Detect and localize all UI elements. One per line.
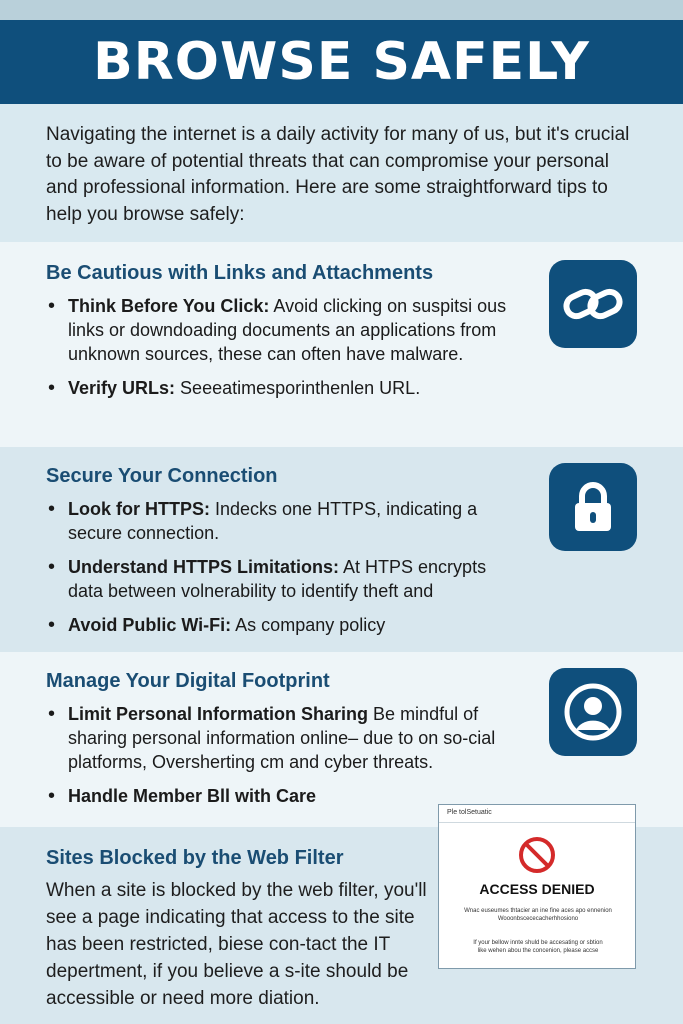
tip-label: Handle Member Bll with Care: [68, 786, 317, 806]
tip-text: At HTPS encrypts data between volnerability to identify theft and: [68, 557, 487, 601]
section-title: Be Cautious with Links and Attachments: [46, 262, 434, 284]
section-title: Secure Your Connection: [46, 465, 278, 487]
intro-text: Navigating the internet is a daily activity for many of us, but it's crucial to be aware of potential threats that can compromise your personal and professional information. Here are some straightforward tips to help you browse safely:: [0, 104, 683, 242]
section-title: Sites Blocked by the Web Filter: [46, 847, 344, 869]
tip-label: Limit Personal Information Sharing: [68, 704, 369, 724]
preview-title-bar: Ple tolSetuatic: [439, 805, 635, 823]
access-denied-preview: [438, 804, 636, 969]
tip-label: Understand HTTPS Limitations:: [68, 557, 340, 577]
top-strip: [0, 0, 683, 20]
user-icon: [549, 668, 637, 756]
tip-label: Think Before You Click:: [68, 296, 270, 316]
tip-text: Avoid clicking on suspitsi ous links or downdoading documents an applications from unknown sources, these can often have malware.: [68, 296, 507, 364]
section-secure-connection: [0, 447, 683, 652]
tip-text: As company policy: [231, 615, 386, 635]
tip-text: Be mindful of sharing personal information online– due to on so-cial platforms, Oversherting cm and cyber threats.: [68, 704, 496, 772]
tip-label: Verify URLs:: [68, 378, 176, 398]
tips-list: [46, 294, 526, 410]
list-item: [46, 702, 526, 774]
list-item: [46, 376, 526, 400]
list-item: [46, 613, 526, 637]
tip-label: Look for HTTPS:: [68, 499, 210, 519]
web-filter-text: When a site is blocked by the web filter, you'll see a page indicating that access to the site has been restricted, biese con-tact the IT depertment, if you believe a s-ite should be accessible or need more diation.: [46, 880, 427, 1009]
preview-text-line: Wooonbscececacherhhosiono: [497, 916, 579, 922]
link-icon: [549, 260, 637, 348]
list-item: [46, 294, 526, 366]
tip-label: Avoid Public Wi-Fi:: [68, 615, 232, 635]
tips-list: [46, 702, 526, 818]
lock-icon: [549, 463, 637, 551]
list-item: [46, 497, 526, 545]
page-header: [0, 20, 683, 104]
no-entry-icon: [517, 835, 557, 880]
list-item: [46, 555, 526, 603]
tips-list: [46, 497, 526, 647]
section-digital-footprint: [0, 652, 683, 827]
preview-text-line: like wehen abou the concenion, please accse: [477, 948, 599, 954]
access-denied-title: ACCESS DENIED: [479, 881, 595, 897]
preview-text-line: Wnac euseumes thtacier an ine fine aces apo ennenion: [464, 908, 612, 914]
tip-text: Seeeatimesporinthenlen URL.: [175, 378, 421, 398]
tip-text: Indecks one HTTPS, indicating a secure connection.: [68, 499, 478, 543]
preview-text-line: If your bellow innte shuld be accesating or sbtion: [473, 940, 603, 946]
page-title: BROWSE SAFELY: [93, 32, 590, 92]
section-title: Manage Your Digital Footprint: [46, 670, 330, 692]
section-links-attachments: [0, 242, 683, 447]
